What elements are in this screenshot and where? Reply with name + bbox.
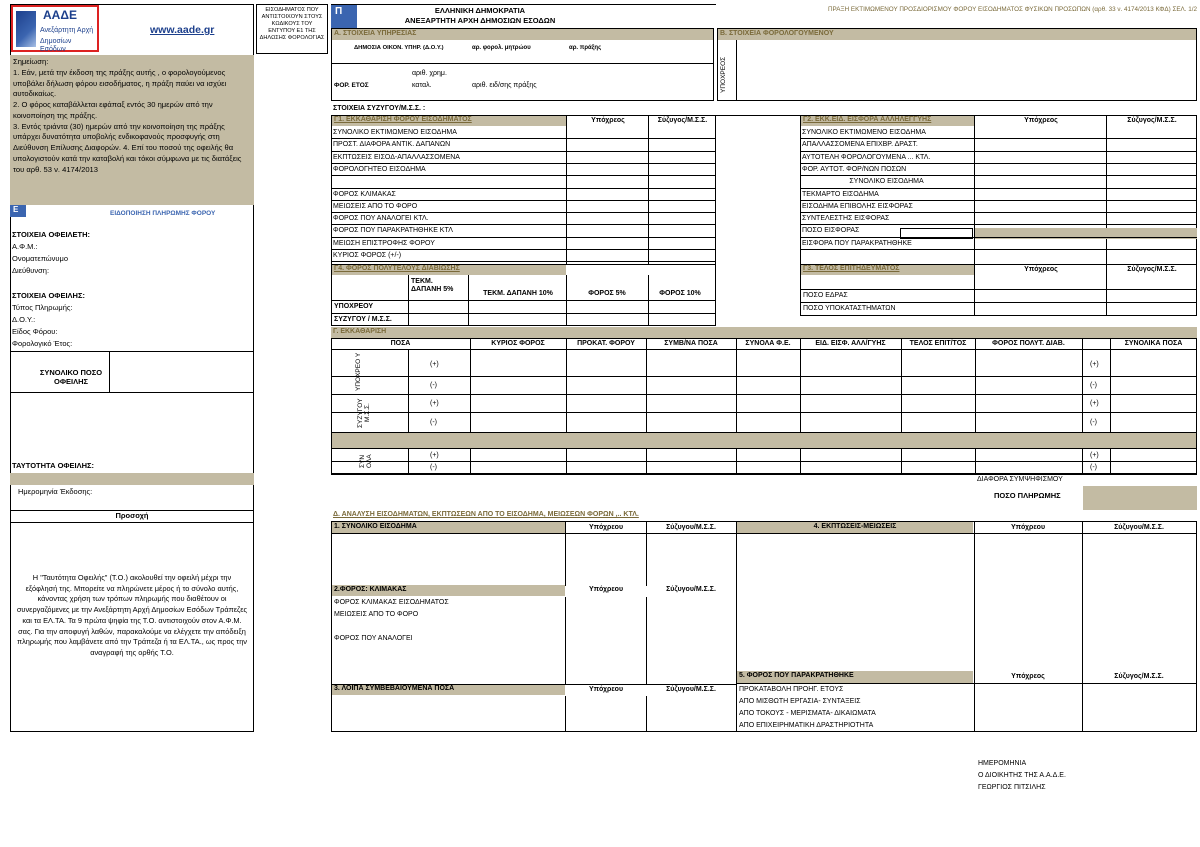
section-a-chrim: αριθ. χρημ. — [412, 70, 447, 77]
delta-s2-row-4: ΦΟΡΟΣ ΠΟΥ ΑΝΑΛΟΓΕΙ — [334, 635, 413, 642]
total-amount-label: ΣΥΝΟΛΙΚΟ ΠΟΣΟ ΟΦΕΙΛΗΣ — [39, 368, 103, 386]
g2-row-line — [800, 249, 1197, 250]
delta-s5-row-2: ΑΠΟ ΜΙΣΘΩΤΗ ΕΡΓΑΣΙΑ- ΣΥΝΤΑΞΕΙΣ — [739, 698, 861, 705]
debt-tax-year: Φορολογικό Έτος: — [12, 339, 73, 348]
form-code-strip: ΕΙΣΟΔΗΜΑΤΟΣ ΠΟΥ ΑΝΤΙΣΤΟΙΧΟΥΝ ΣΤΟΥΣ ΚΩΔΙΚΟΥΣ ΤΟΥ ΕΝΤΥΠΟΥ Ε1 ΤΗΣ ΔΗΛΩΣΗΣ ΦΟΡΟΛΟΓΙΑΣ — [256, 4, 328, 54]
delta-s5-row-3: ΑΠΟ ΤΟΚΟΥΣ - ΜΕΡΙΣΜΑΤΑ- ΔΙΚΑΙΩΜΑΤΑ — [739, 710, 876, 717]
gamma-col-header: ΤΕΛΟΣ ΕΠΙΤ/ΤΟΣ — [909, 340, 967, 347]
gamma-sign-label: (-) — [1090, 382, 1097, 389]
g2-row-line — [800, 212, 1197, 213]
header-authority: ΑΝΕΞΑΡΤΗΤΗ ΑΡΧΗ ΔΗΜΟΣΙΩΝ ΕΣΟΔΩΝ — [404, 16, 556, 25]
g2-row-line — [800, 151, 1197, 152]
g2-row-label: ΑΠΑΛΛΑΣΣΟΜΕΝΑ ΕΠΙΧΒΡ. ΔΡΑΣΤ. — [802, 141, 918, 148]
gamma-col-line — [800, 338, 801, 432]
g2-row-label: ΦΟΡ. ΑΥΤΟΤ. ΦΟΡ/ΝΩΝ ΠΟΣΩΝ — [802, 166, 907, 173]
gamma-col-line — [901, 338, 902, 432]
g3-title: Γ3. ΤΕΛΟΣ ΕΠΙΤΗΔΕΥΜΑΤΟΣ — [801, 265, 974, 275]
gamma-payment-value — [1083, 486, 1197, 510]
g4-row-taxpayer: ΥΠΟΧΡΕΟΥ — [334, 303, 374, 310]
debt-tax-type: Είδος Φόρου: — [12, 327, 58, 336]
gamma-col-header: ΕΙΔ. ΕΙΣΦ. ΑΛΛ/ΓΥΗΣ — [815, 340, 886, 347]
g1-row-line — [331, 151, 716, 152]
g4-col-expense-10: ΤΕΚΜ. ΔΑΠΑΝΗ 10% — [483, 290, 553, 297]
debtor-address: Διεύθυνση: — [12, 266, 50, 275]
gamma-sign-label: (+) — [430, 452, 439, 459]
g1-row-label: ΠΡΟΣΤ. ΔΙΑΦΟΡΑ ΑΝΤΙΚ. ΔΑΠΑΝΩΝ — [333, 141, 451, 148]
delta-s4-title: 4. ΕΚΠΤΩΣΕΙΣ-ΜΕΙΩΣΕΙΣ — [737, 522, 973, 533]
gamma-vertical-taxpayer: ΥΠΟΧΡΕΟ Υ — [355, 352, 362, 392]
delta-s2-h1: Υπόχρεου — [588, 586, 624, 593]
gamma-sign-label: (+) — [1090, 452, 1099, 459]
debt-payment-type: Τύπος Πληρωμής: — [12, 303, 73, 312]
gamma-payment-label: ΠΟΣΟ ΠΛΗΡΩΜΗΣ — [994, 491, 1061, 500]
gamma-col-line — [1082, 338, 1083, 432]
g3-header-spouse: Σύζυγος/Μ.Σ.Σ. — [1127, 266, 1177, 273]
g2-row-line — [800, 175, 1197, 176]
gamma-col-line — [975, 338, 976, 432]
delta-s4-h1: Υπόχρεου — [1010, 524, 1046, 531]
delta-s5-h1: Υπόχρεος — [1011, 673, 1045, 680]
gamma-sign-label: (+) — [1090, 400, 1099, 407]
g1-row-label: ΕΚΠΤΩΣΕΙΣ ΕΙΣΟΔ-ΑΠΑΛΛΑΣΣΟΜΕΝΑ — [333, 154, 460, 161]
debt-title: ΣΤΟΙΧΕΙΑ ΟΦΕΙΛΗΣ: — [12, 291, 85, 300]
g2-row-label: ΤΕΚΜΑΡΤΟ ΕΙΣΟΔΗΜΑ — [802, 191, 879, 198]
logo-line-1: Ανεξάρτητη Αρχή — [40, 27, 94, 34]
g1-row-line — [331, 224, 716, 225]
spouse-title: ΣΤΟΙΧΕΙΑ ΣΥΖΥΓΟΥ/Μ.Σ.Σ. : — [333, 105, 426, 112]
gamma-row-line — [331, 461, 1197, 462]
g1-row-line — [331, 237, 716, 238]
g2-row-line — [800, 138, 1197, 139]
g4-row-spouse: ΣΥΖΥΓΟΥ / Μ.Σ.Σ. — [334, 316, 392, 323]
g1-row-label: ΦΟΡΟΣ ΚΛΙΜΑΚΑΣ — [333, 191, 396, 198]
delta-s2-row-1: ΦΟΡΟΣ ΚΛΙΜΑΚΑΣ ΕΙΣΟΔΗΜΑΤΟΣ — [334, 599, 449, 606]
header-republic: ΕΛΛΗΝΙΚΗ ΔΗΜΟΚΡΑΤΙΑ — [434, 6, 526, 15]
section-a-katal: καταλ. — [412, 82, 432, 89]
g1-row-line — [331, 261, 716, 262]
g1-row-label: ΦΟΡΟΣ ΠΟΥ ΠΑΡΑΚΡΑΤΗΘΗΚΕ ΚΤΛ — [333, 227, 453, 234]
section-a-act-number: αρ. πράξης — [569, 45, 602, 51]
gamma-sign-label: (-) — [1090, 464, 1097, 471]
debtor-name: Ονοματεπώνυμο — [12, 254, 68, 263]
gamma-col-header: ΠΟΣΑ — [390, 340, 411, 347]
logo-acronym: ΑΑΔΕ — [43, 8, 77, 22]
g3-row-seat: ΠΟΣΟ ΕΔΡΑΣ — [803, 292, 848, 299]
g4-title: Γ4. ΦΟΡΟΣ ΠΟΛΥΤΕΛΟΥΣ ΔΙΑΒΙΩΣΗΣ — [332, 265, 566, 275]
gamma-row-line — [331, 376, 1197, 377]
footer-date: ΗΜΕΡΟΜΗΝΙΑ — [978, 760, 1027, 767]
e-section-badge: Ε — [10, 205, 26, 217]
gamma-col-header: ΚΥΡΙΟΣ ΦΟΡΟΣ — [491, 340, 545, 347]
footer-signatory: ΓΕΩΡΓΙΟΣ ΠΙΤΣΙΛΗΣ — [978, 784, 1046, 791]
gamma-col-header: ΣΥΝΟΛΙΚΑ ΠΟΣΑ — [1124, 340, 1183, 347]
g2-row-line — [800, 188, 1197, 189]
gamma-separator-band — [332, 432, 1196, 448]
delta-s3-h2: Σύζυγου/Μ.Σ.Σ. — [666, 686, 716, 693]
aade-logo — [11, 5, 99, 52]
section-a-year: ΦΟΡ. ΕΤΟΣ — [334, 82, 369, 89]
debtor-afm: Α.Φ.Μ.: — [12, 242, 38, 251]
g4-col-expense-5: ΤΕΚΜ. ΔΑΠΑΝΗ 5% — [411, 278, 454, 294]
g1-row-line — [331, 200, 716, 201]
gamma-vertical-totals: ΣΥΝ ΟΛΑ — [359, 454, 373, 468]
delta-s3-title: 3. ΛΟΙΠΑ ΣΥΜΒΕΒΑΙΟΥΜΕΝΑ ΠΟΣΑ — [332, 684, 565, 695]
delta-s1-h1: Υπόχρεου — [588, 524, 624, 531]
g2-title: Γ2. ΕΚΚ.ΕΙΔ. ΕΙΣΦΟΡΑ ΑΛΛΗΛΕΓΓΥΗΣ — [801, 116, 974, 126]
g2-row-label: ΠΟΣΟ ΕΙΣΦΟΡΑΣ — [802, 227, 860, 234]
section-b-vertical-label: ΥΠΟΧΡΕΟΣ — [720, 56, 727, 94]
website-link[interactable]: www.aade.gr — [150, 24, 215, 36]
delta-title: Δ. ΑΝΑΛΥΣΗ ΕΙΣΟΔΗΜΑΤΩΝ, ΕΚΠΤΩΣΕΩΝ ΑΠΟ ΤΟ ΕΙΣΟΔΗΜΑ, ΜΕΙΩΣΕΩΝ ΦΟΡΩΝ ,.. ΚΤΛ. — [333, 511, 639, 518]
g1-row-line — [331, 163, 716, 164]
gamma-row-line — [331, 432, 1197, 433]
notes-box — [10, 55, 254, 205]
p-section-badge: Π — [331, 4, 357, 28]
delta-s2-row-2: ΜΕΙΩΣΕΙΣ ΑΠΟ ΤΟ ΦΟΡΟ — [334, 611, 419, 618]
gamma-row-line — [331, 412, 1197, 413]
g1-row-line — [331, 188, 716, 189]
section-a-box — [331, 28, 714, 101]
section-b-title: Β. ΣΤΟΙΧΕΙΑ ΦΟΡΟΛΟΓΟΥΜΕΝΟΥ — [718, 29, 1196, 40]
g3-row-branches: ΠΟΣΟ ΥΠΟΚΑΤΑΣΤΗΜΑΤΩΝ — [803, 305, 896, 312]
gamma-row-line — [331, 448, 1197, 449]
section-a-title: Α. ΣΤΟΙΧΕΙΑ ΥΠΗΡΕΣΙΑΣ — [332, 29, 713, 40]
g1-header-spouse: Σύζυγος/Μ.Σ.Σ. — [657, 117, 708, 124]
gamma-vertical-spouse: ΣΥΖΥΓΟΥ Μ.Σ.Σ. — [357, 398, 371, 428]
document-title: ΠΡΑΞΗ ΕΚΤΙΜΩΜΕΝΟΥ ΠΡΟΣΔΙΟΡΙΣΜΟΥ ΦΟΡΟΥ ΕΙΣΟΔΗΜΑΤΟΣ ΦΥΣΙΚΩΝ ΠΡΟΣΩΠΩΝ (αρθ. 33 ν. 4174/2013 ΚΦΔ) ΣΕΛ. 1/2 — [828, 6, 1197, 13]
payment-notice-title: ΕΙΔΟΠΟΙΗΣΗ ΠΛΗΡΩΜΗΣ ΦΟΡΟΥ — [110, 210, 216, 217]
g2-row-line — [800, 163, 1197, 164]
g2-row-label: ΣΥΝΟΛΙΚΟ ΕΙΣΟΔΗΜΑ — [849, 178, 924, 185]
g1-header-taxpayer: Υπόχρεος — [591, 117, 625, 124]
g1-title: Γ1. ΕΚΚΑΘΑΡΙΣΗ ΦΟΡΟΥ ΕΙΣΟΔΗΜΑΤΟΣ — [332, 116, 566, 126]
gamma-row-line — [331, 349, 1197, 350]
logo-line-2: Δημοσίων Εσόδων — [40, 38, 72, 54]
g1-row-line — [331, 175, 716, 176]
delta-s5-row-1: ΠΡΟΚΑΤΑΒΟΛΗ ΠΡΟΗΓ. ΕΤΟΥΣ — [739, 686, 844, 693]
gamma-col-line — [646, 338, 647, 432]
g2-row-label: ΑΥΤΟΤΕΛΗ ΦΟΡΟΛΟΓΟΥΜΕΝΑ ... ΚΤΛ. — [802, 154, 931, 161]
g2-row-line — [800, 237, 1197, 238]
gamma-col-line — [566, 338, 567, 432]
g1-row-label: ΜΕΙΩΣΗ ΕΠΙΣΤΡΟΦΗΣ ΦΟΡΟΥ — [333, 240, 435, 247]
gamma-row-line — [331, 394, 1197, 395]
gamma-col-line — [470, 338, 471, 432]
g2-row-label: ΣΥΝΟΛΙΚΟ ΕΚΤΙΜΩΜΕΝΟ ΕΙΣΟΔΗΜΑ — [802, 129, 926, 136]
gamma-row-line — [331, 474, 1197, 475]
gamma-sign-label: (-) — [430, 382, 437, 389]
gamma-col-header: ΣΥΝΟΛΑ Φ.Ε. — [745, 340, 791, 347]
gamma-col-line — [1110, 338, 1111, 432]
g2-row-line — [800, 224, 1197, 225]
gamma-sign-label: (-) — [430, 464, 437, 471]
g1-row-line — [331, 212, 716, 213]
gamma-sign-label: (+) — [1090, 361, 1099, 368]
delta-s2-h2: Σύζυγου/Μ.Σ.Σ. — [666, 586, 716, 593]
g2-header-taxpayer: Υπόχρεος — [1024, 117, 1058, 124]
debtor-title: ΣΤΟΙΧΕΙΑ ΟΦΕΙΛΕΤΗ: — [12, 230, 91, 239]
gamma-col-header: ΣΥΜΒ/ΝΑ ΠΟΣΑ — [664, 340, 718, 347]
g2-row-label: ΕΙΣΦΟΡΑ ΠΟΥ ΠΑΡΑΚΡΑΤΗΘΗΚΕ — [802, 240, 912, 247]
gamma-sign-label: (+) — [430, 400, 439, 407]
debt-identity-value — [10, 473, 254, 485]
g1-row-line — [331, 138, 716, 139]
attention-text: Η "Ταυτότητα Οφειλής" (Τ.Ο.) ακολουθεί την οφειλή μέχρι την εξόφλησή της. Μπορείτε να πληρώνετε μέρος ή το σύνολο αυτής, κάνοντας χρήση των τρόπων πληρωμής που διαθέτουν οι συνεργαζόμενες με την Ανεξάρτητη Αρχή Δημοσίων Εσόδων Τράπεζες και τα ΕΛ.ΤΑ. Τα 9 πρώτα ψηφία της Τ.Ο. αντιστοιχούν στον Α.Φ.Μ. σας. Για την αποφυγή λαθών, παρακαλούμε να ελέγχετε την απόδειξη πληρωμής που λαμβάνετε από την Τράπεζα ή τα ΕΛ.ΤΑ., ως προς την αναγραφή της ορθής Τ.Ο. — [16, 573, 248, 658]
gamma-col-line — [736, 338, 737, 432]
delta-s5-h2: Σύζυγος/Μ.Σ.Σ. — [1114, 673, 1164, 680]
delta-s4-h2: Σύζυγου/Μ.Σ.Σ. — [1114, 524, 1164, 531]
g1-row-label: ΦΟΡΟΣ ΠΟΥ ΑΝΑΛΟΓΕΙ ΚΤΛ. — [333, 215, 429, 222]
gamma-sign-label: (-) — [430, 419, 437, 426]
g4-table — [331, 264, 716, 326]
g3-header-taxpayer: Υπόχρεος — [1024, 266, 1058, 273]
section-a-doy: ΔΗΜΟΣΙΑ ΟΙΚΟΝ. ΥΠΗΡ. (Δ.Ο.Υ.) — [354, 45, 444, 51]
section-b-box — [717, 28, 1197, 101]
notes-body: 1. Εάν, μετά την έκδοση της πράξης αυτής , ο φορολογούμενος υποβάλει δήλωση φόρου εισοδήματος, η πράξη παύει να ισχύει αυτοδικαίως. 2. Ο φόρος καταβάλλεται εφάπαξ εντός 30 ημερών από την κοινοποίηση της πράξης. 3. Εντός τριάντα (30) ημερών από την κοινοποίηση της πράξης υπάρχει δυνατότητα υποβολής ενδικοφανούς προσφυγής στη Διεύθυνση Επίλυσης Διαφορών. 4. Επί του ποσού της οφειλής θα υπολογιστούν κατά την καταβολή και τόκοι σύμφωνα με τις διατάξεις του αρθ. 53 ν. 4174/2013 — [13, 67, 242, 174]
gamma-sign-label: (-) — [1090, 419, 1097, 426]
g1-row-line — [331, 249, 716, 250]
g2-row-line — [800, 200, 1197, 201]
section-a-registry: αρ. φορολ. μητρώου — [472, 45, 531, 51]
g3-table — [800, 264, 1197, 316]
gamma-offset-label: ΔΙΑΦΟΡΑ ΣΥΜΨΗΦΙΣΜΟΥ — [977, 476, 1063, 483]
debt-identity-label: ΤΑΥΤΟΤΗΤΑ ΟΦΕΙΛΗΣ: — [12, 461, 95, 470]
g1-row-label: ΦΟΡΟΛΟΓΗΤΕΟ ΕΙΣΟΔΗΜΑ — [333, 166, 426, 173]
notes-title: Σημείωση: — [13, 57, 49, 66]
gamma-table — [331, 338, 1197, 474]
delta-s5-title: 5. ΦΟΡΟΣ ΠΟΥ ΠΑΡΑΚΡΑΤΗΘΗΚΕ — [737, 671, 973, 683]
attention-title: Προσοχή — [115, 511, 149, 520]
section-a-notification: αριθ. ειδ/σης πράξης — [472, 82, 537, 89]
delta-s1-h2: Σύζυγου/Μ.Σ.Σ. — [666, 524, 716, 531]
g1-row-label: ΚΥΡΙΟΣ ΦΟΡΟΣ (+/-) — [333, 252, 402, 259]
g2-header-spouse: Σύζυγος/Μ.Σ.Σ. — [1127, 117, 1177, 124]
gamma-col-header: ΠΡΟΚΑΤ. ΦΟΡΟΥ — [577, 340, 635, 347]
g1-row-label: ΣΥΝΟΛΙΚΟ ΕΚΤΙΜΩΜΕΝΟ ΕΙΣΟΔΗΜΑ — [333, 129, 457, 136]
gamma-sign-label: (+) — [430, 361, 439, 368]
logo-emblem-icon — [16, 11, 36, 47]
gamma-title: Γ. ΕΚΚΑΘΑΡΙΣΗ — [331, 327, 1197, 338]
footer-chief: Ο ΔΙΟΙΚΗΤΗΣ ΤΗΣ Α.Α.Δ.Ε. — [978, 772, 1066, 779]
gamma-col-line — [408, 349, 409, 432]
delta-s3-h1: Υπόχρεου — [588, 686, 624, 693]
g2-row-label: ΣΥΝΤΕΛΕΣΤΗΣ ΕΙΣΦΟΡΑΣ — [802, 215, 890, 222]
g2-row-label: ΕΙΣΟΔΗΜΑ ΕΠΙΒΟΛΗΣ ΕΙΣΦΟΡΑΣ — [802, 203, 913, 210]
delta-s5-row-4: ΑΠΟ ΕΠΙΧΕΙΡΗΜΑΤΙΚΗ ΔΡΑΣΤΗΡΙΟΤΗΤΑ — [739, 722, 874, 729]
gamma-col-header: ΦΟΡΟΣ ΠΟΛΥΤ. ΔΙΑΒ. — [992, 340, 1065, 347]
delta-s2-title: 2.ΦΟΡΟΣ: ΚΛΙΜΑΚΑΣ — [332, 585, 565, 596]
g4-col-tax-10: ΦΟΡΟΣ 10% — [659, 290, 701, 297]
issue-date-label: Ημερομηνία Έκδοσης: — [18, 487, 93, 496]
total-amount-box — [10, 351, 254, 393]
delta-s1-title: 1. ΣΥΝΟΛΙΚΟ ΕΙΣΟΔΗΜΑ — [332, 522, 565, 533]
debt-doy: Δ.Ο.Υ.: — [12, 315, 36, 324]
g4-col-tax-5: ΦΟΡΟΣ 5% — [588, 290, 626, 297]
g1-row-label: ΜΕΙΩΣΕΙΣ ΑΠΟ ΤΟ ΦΟΡΟ — [333, 203, 418, 210]
